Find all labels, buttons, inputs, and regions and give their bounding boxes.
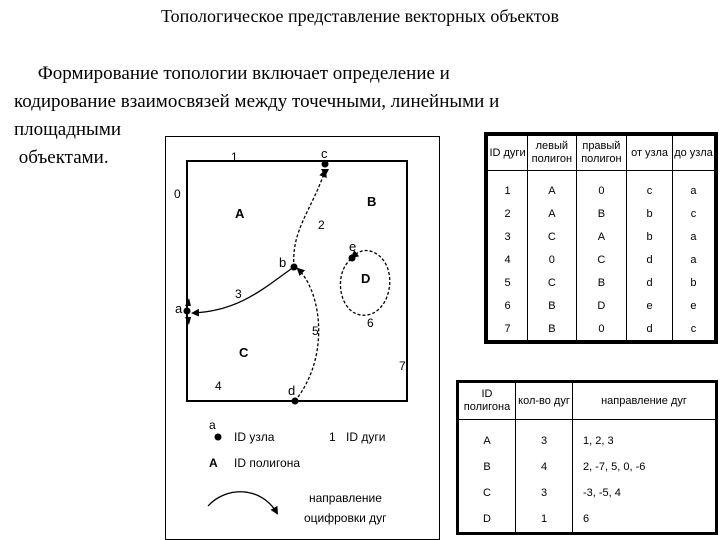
arc-cell: 0 [576,317,627,342]
polygon-cell: B [458,454,516,480]
arc-label-4: 4 [215,379,222,393]
legend-arc-sample: 1 [329,430,336,444]
arc-cell: d [627,271,673,294]
legend-direction-line2: оцифровки дуг [304,511,387,525]
arc-cell: B [528,294,577,317]
arc-cell: A [528,171,577,203]
node-label-e: e [349,239,357,254]
polygon-table-header-direction: направление дуг [573,382,717,420]
arc-table-header-from: от узла [627,134,673,171]
arc-cell: 5 [486,271,528,294]
arc-label-5: 5 [312,324,319,338]
node-label-d: d [288,383,296,398]
legend-node-dot [215,434,222,441]
arc-3-line [193,267,294,313]
arc-cell: c [690,322,697,335]
polygon-cell: 1 [516,506,573,534]
polygon-cell: D [458,506,516,534]
polygon-cell: 2, -7, 5, 0, -6 [583,461,646,473]
arc-table-header-id: ID дуги [486,134,528,171]
arc-cell: d [627,248,673,271]
paragraph-line-3: площадными [14,119,122,140]
polygon-table-header-id: ID полигона [458,382,516,420]
arc-table-header-right: правый полигон [576,134,627,171]
arc-label-7: 7 [399,359,406,373]
arc-label-0: 0 [174,187,181,201]
arc-table-header-to: до узла [672,134,716,171]
arrow-head-c [321,169,329,177]
arc-cell: a [690,230,697,243]
arc-cell: D [576,294,627,317]
topology-diagram [166,137,439,539]
table-row [458,480,717,506]
arc-label-3: 3 [235,287,242,301]
node-label-a: a [175,301,183,316]
polygon-label-C: C [239,345,249,360]
polygon-table-header-count: кол-во дуг [516,382,573,420]
topology-diagram-panel [165,136,440,540]
arc-table-header-left: левый полигон [528,134,577,171]
arc-cell: C [528,271,577,294]
node-e [349,255,356,262]
paragraph-line-1: Формирование топологии включает определение и [14,63,450,84]
table-row [486,271,716,294]
table-row [486,225,716,248]
arc-cell: b [627,225,673,248]
polygon-cell: -3, -5, 4 [583,487,621,499]
table-row [486,317,716,342]
arc-cell: 0 [528,248,577,271]
arc-label-2: 2 [318,218,325,232]
polygon-cell: 1, 2, 3 [583,435,614,447]
arc-cell: c [627,171,673,203]
arc-cell: b [627,202,673,225]
arc-cell: a [690,184,697,197]
node-a [184,308,191,315]
polygon-table [456,380,718,535]
node-b [291,264,298,271]
polygon-label-B: B [367,194,377,209]
arc-label-6: 6 [367,316,374,330]
paragraph-line-2: кодирование взаимосвязей между точечными, линейными и [14,91,500,112]
polygon-cell: A [458,420,516,455]
arc-cell: 3 [486,225,528,248]
node-label-c: c [321,146,328,161]
table-row [486,171,716,203]
table-row [486,202,716,225]
polygon-cell: 3 [516,480,573,506]
arc-cell: C [528,225,577,248]
table-row [486,294,716,317]
node-label-b: b [279,255,287,270]
arc-cell: a [690,253,697,266]
polygon-cell: 4 [516,454,573,480]
arc-table-body [486,171,716,343]
arc-7-line [295,161,407,401]
polygon-cell: 6 [583,513,590,525]
arc-cell: c [690,207,697,220]
arc-label-1: 1 [231,150,238,164]
legend-polygon-sample: A [209,456,218,470]
arc-cell: e [690,299,697,312]
arc-cell: B [576,271,627,294]
polygon-cell: C [458,480,516,506]
arc-cell: C [576,248,627,271]
arc-cell: 2 [486,202,528,225]
arc-cell: B [528,317,577,342]
polygon-label-D: D [361,271,371,286]
arc-cell: 0 [576,171,627,203]
arc-cell: e [627,294,673,317]
polygon-label-A: A [235,206,245,221]
arc-cell: A [528,202,577,225]
arc-cell: 6 [486,294,528,317]
arc-cell: 4 [486,248,528,271]
arc-cell: d [627,317,673,342]
arc-cell: 7 [486,317,528,342]
arc-cell: A [576,225,627,248]
legend-arc-text: ID дуги [346,430,386,444]
legend-polygon-text: ID полигона [234,456,301,470]
table-row [458,420,717,455]
arc-cell: b [690,276,697,289]
arc-0-line [187,161,325,311]
arc-cell: B [576,202,627,225]
arc-table [484,132,718,344]
node-d [292,398,299,405]
legend-direction-arrow [208,492,277,513]
legend-direction-line1: направление [309,491,382,505]
page-title: Топологическое представление векторных объектов [160,6,560,26]
table-row [486,248,716,271]
table-row [458,506,717,534]
node-c [322,161,329,168]
arc-cell: 1 [486,171,528,203]
table-row [458,454,717,480]
legend-node-sample: a [209,418,216,432]
polygon-cell: 3 [516,420,573,455]
legend-node-text: ID узла [234,430,275,444]
paragraph-line-4: объектами. [14,147,109,168]
polygon-table-body [458,420,717,534]
